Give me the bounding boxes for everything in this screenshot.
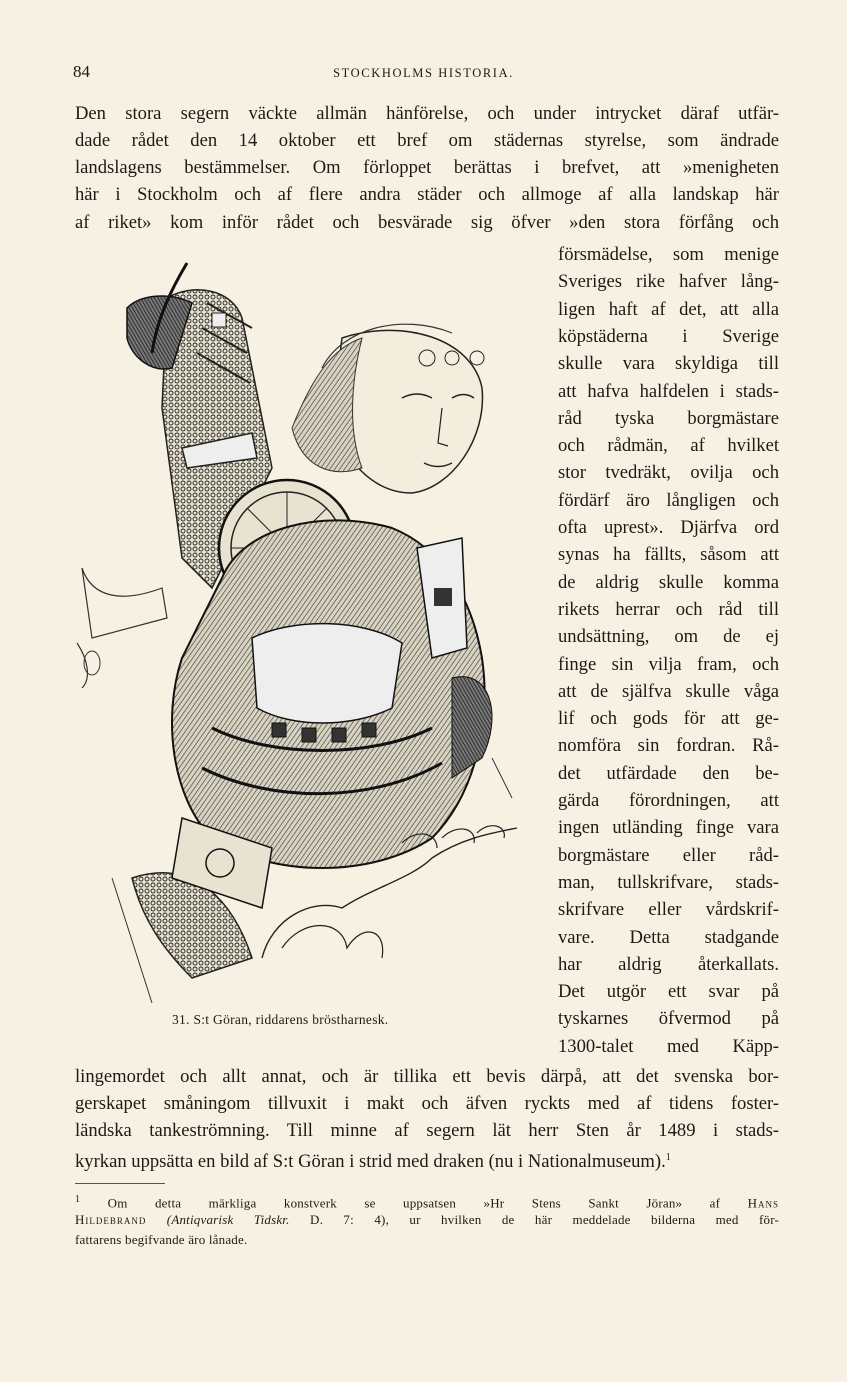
footnote-text: Om detta märkliga konstverk se uppsatsen »Hr Stens Sankt Jöran» af [107,1195,721,1211]
column-text-line: synas ha fällts, såsom att [558,544,779,566]
journal-title: (Antiqvarisk Tidskr. [166,1212,290,1227]
footnote-line: fattarens begifvande äro lånade. [75,1232,248,1247]
column-text-line: och rådmän, af hvilket [558,435,779,457]
text-line: ländska tankeströmning. Till minne af segern lät herr Sten år 1489 i stads- [75,1120,779,1141]
column-text-line: fördärf äro långligen och [558,489,779,511]
footnote-text: D. 7: 4), ur hvilken de här meddelade bilderna med för- [310,1212,780,1227]
column-text-line: försmädelse, som menige [558,244,779,265]
text-line: gerskapet småningom tillvuxit i makt och äfven ryckts med af tidens foster- [75,1093,779,1114]
column-text-line: skulle vara skyldiga till [558,353,779,375]
footnote-reference: 1 [665,1152,671,1163]
column-text-line: att hafva halfdelen i stads- [558,380,779,402]
author-name: Hans [747,1195,780,1211]
figure-caption: 31. S:t Göran, riddarens bröstharnesk. [172,1012,389,1027]
column-text-line: nomföra sin fordran. Rå- [558,735,779,757]
column-text-line: skrifvare eller vårdskrif- [558,899,779,921]
column-text-line: gärda förordningen, att [558,790,779,811]
column-text-line: undsättning, om de ej [558,626,779,648]
column-text-line: ingen utländing finge vara [558,817,779,839]
column-text-line: 1300-talet med Käpp- [558,1035,779,1057]
footnote-line [75,1190,779,1209]
knight-breastplate-figure [72,258,552,1008]
text-line: här i Stockholm och af flere andra städer och allmoge af alla landskap här [75,184,779,205]
column-text-line: borgmästare eller råd- [558,844,779,866]
column-text-line: råd tyska borgmästare [558,407,779,429]
column-text-line: tyskarnes öfvermod på [558,1008,779,1030]
column-text-line: ligen haft af det, att alla [558,298,779,320]
column-text-line: stor tvedräkt, ovilja och [558,462,779,484]
column-text-line: vare. Detta stadgande [558,926,779,948]
column-text-line: det utfärdade den be- [558,762,779,784]
column-text-line: köpstäderna i Sverige [558,325,779,347]
st-goran-engraving [72,258,552,1008]
column-text-line: har aldrig återkallats. [558,953,779,975]
column-text-line: Sveriges rike hafver lång- [558,271,779,293]
column-text-line: Det utgör ett svar på [558,981,779,1003]
text-line: landslagens bestämmelser. Om förloppet berättas i brefvet, att »menigheten [75,157,779,178]
column-text-line: finge sin vilja fram, och [558,653,779,675]
text-line: Den stora segern väckte allmän hänförelse, och under intrycket däraf utfär- [75,103,779,124]
column-text-line: de aldrig skulle komma [558,571,779,593]
author-name: Hildebrand [75,1212,147,1227]
text-line-content: kyrkan uppsätta en bild af S:t Göran i strid med draken (nu i Nationalmuseum). [75,1151,666,1173]
column-text-line: rikets herrar och råd till [558,598,779,620]
footnote-rule [75,1183,165,1184]
text-line: dade rådet den 14 oktober ett bref om städernas styrelse, som ändrade [75,130,779,151]
running-head: STOCKHOLMS HISTORIA. [333,66,514,80]
text-line [75,1144,779,1171]
column-text-line: ofta uprest». Djärfva ord [558,517,779,538]
text-line: af riket» kom inför rådet och besvärade sig öfver »den stora förfång och [75,212,779,233]
footnote-line [75,1210,779,1229]
column-text-line: lif och gods för att ge- [558,708,779,730]
column-text-line: att de själfva skulle våga [558,680,779,702]
footnote-marker: 1 [75,1194,81,1205]
column-text-line: man, tullskrifvare, stads- [558,871,779,893]
page-number: 84 [73,62,90,81]
text-line: lingemordet och allt annat, och är tillika ett bevis därpå, att det svenska bor- [75,1066,779,1087]
